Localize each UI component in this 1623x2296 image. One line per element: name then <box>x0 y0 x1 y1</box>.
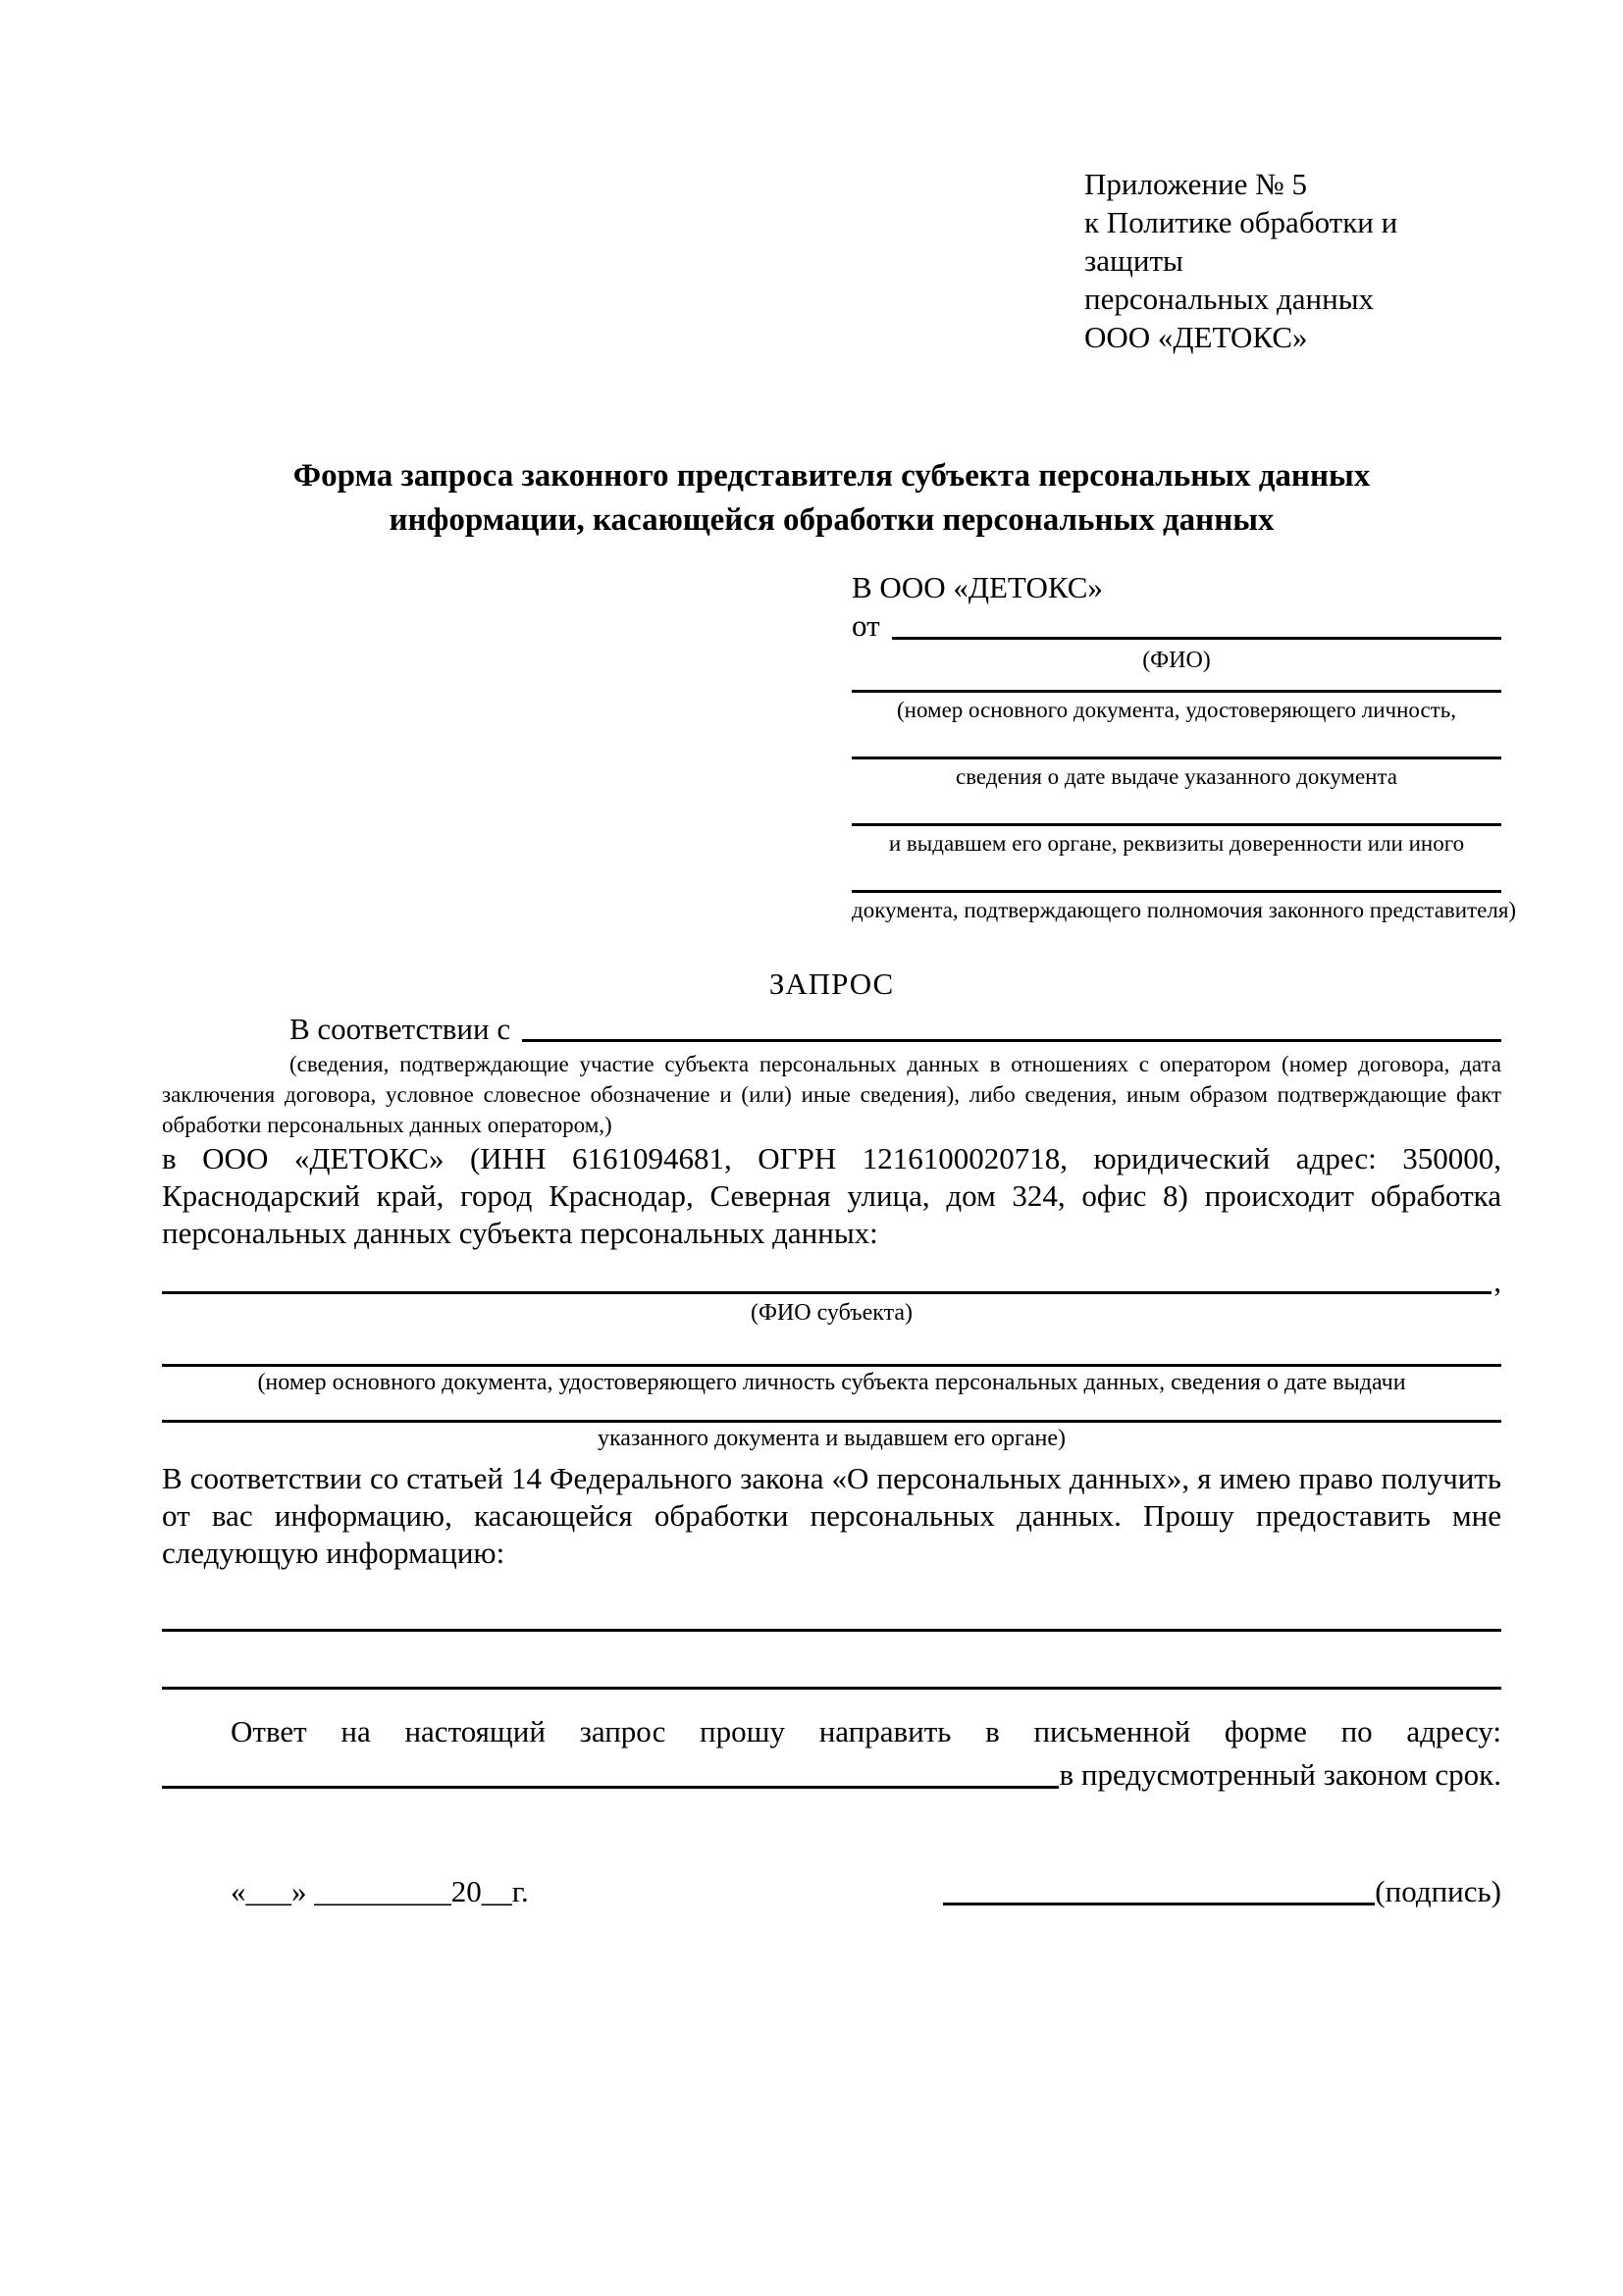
reply-paragraph: Ответ на настоящий запрос прошу направить в письменной форме по адресу: <box>231 1714 1501 1748</box>
footer-row <box>162 1872 1501 1910</box>
representative-doc-field-2 <box>852 757 1501 790</box>
subject-fio-field <box>162 1264 1501 1299</box>
signature-block <box>943 1872 1501 1910</box>
appendix-line-3: персональных данных <box>1084 282 1375 316</box>
representative-doc-field-3 <box>852 823 1501 857</box>
appendix-block <box>1084 165 1501 356</box>
appendix-line-4: ООО «ДЕТОКС» <box>1084 320 1308 354</box>
signature-blank-line <box>943 1895 1375 1905</box>
information-blank-line-1 <box>162 1629 1501 1632</box>
appendix-line-2: к Политике обработки и защиты <box>1084 205 1398 278</box>
field-caption: документа, подтверждающего полномочия законного представителя) <box>852 898 1517 922</box>
representative-doc-field-4 <box>852 890 1517 923</box>
subject-doc-blank-line-1 <box>162 1364 1501 1367</box>
reply-tail: в предусмотренный законом срок. <box>1059 1757 1501 1792</box>
blank-field-line <box>852 890 1501 893</box>
request-heading: ЗАПРОС <box>768 966 895 1001</box>
field-caption: (номер основного документа, удостоверяющего личность, <box>896 698 1456 722</box>
reply-address-blank-line <box>162 1778 1059 1789</box>
subject-fio-caption: (ФИО субъекта) <box>750 1300 914 1326</box>
blank-field-line <box>852 823 1501 826</box>
appendix-line-1: Приложение № 5 <box>1084 167 1307 201</box>
from-label: от <box>852 608 880 643</box>
information-blank-line-2 <box>162 1687 1501 1690</box>
recipient-block <box>852 568 1517 923</box>
from-blank-line <box>892 629 1501 640</box>
trailing-comma: , <box>1493 1264 1501 1298</box>
field-caption: сведения о дате выдаче указанного документа <box>955 764 1398 789</box>
signature-caption: (подпись) <box>1375 1874 1501 1908</box>
subject-fio-blank-line <box>162 1283 1492 1294</box>
blank-field-line <box>852 690 1501 693</box>
representative-doc-field-1 <box>852 690 1501 723</box>
accordance-label: В соответствии с <box>289 1012 511 1046</box>
recipient-to: В ООО «ДЕТОКС» <box>852 570 1103 604</box>
subject-doc-blank-line-2 <box>162 1420 1501 1423</box>
date-line: «___» _________20__г. <box>231 1874 529 1908</box>
operator-paragraph: в ООО «ДЕТОКС» (ИНН 6161094681, ОГРН 1216100020718, юридический адрес: 350000, Краснодарский край, город Краснодар, Северная улица, дом 324, офис 8) происходит обработка персональных данных субъекта персональных данных: <box>162 1141 1501 1250</box>
fio-caption: (ФИО) <box>1142 648 1211 673</box>
subject-doc-caption-2: указанного документа и выдавшем его органе) <box>597 1426 1067 1451</box>
field-caption: и выдавшем его органе, реквизиты доверенности или иного <box>888 831 1465 856</box>
form-title-line-2: информации, касающейся обработки персональных данных <box>389 502 1275 538</box>
accordance-field <box>162 1012 1501 1047</box>
accordance-blank-line <box>522 1031 1501 1042</box>
form-title-line-1: Форма запроса законного представителя субъекта персональных данных <box>292 458 1371 494</box>
reply-address-field <box>162 1756 1501 1794</box>
form-title <box>162 454 1501 543</box>
law-paragraph: В соответствии со статьей 14 Федерального закона «О персональных данных», я имею право получить от вас информацию, касающейся обработки персональных данных. Прошу предоставить мне следующую информацию: <box>162 1461 1501 1570</box>
blank-field-line <box>852 757 1501 759</box>
from-field <box>852 606 1501 645</box>
accordance-caption: (сведения, подтверждающие участие субъекта персональных данных в отношениях с оператором (номер договора, дата заключения договора, условное словесное обозначение и (или) иные сведения), либо сведения, иным образом подтверждающие факт обработки персональных данных оператором,) <box>162 1052 1501 1137</box>
subject-doc-caption-1: (номер основного документа, удостоверяющего личность субъекта персональных данных, сведения о дате выдачи <box>257 1370 1406 1395</box>
